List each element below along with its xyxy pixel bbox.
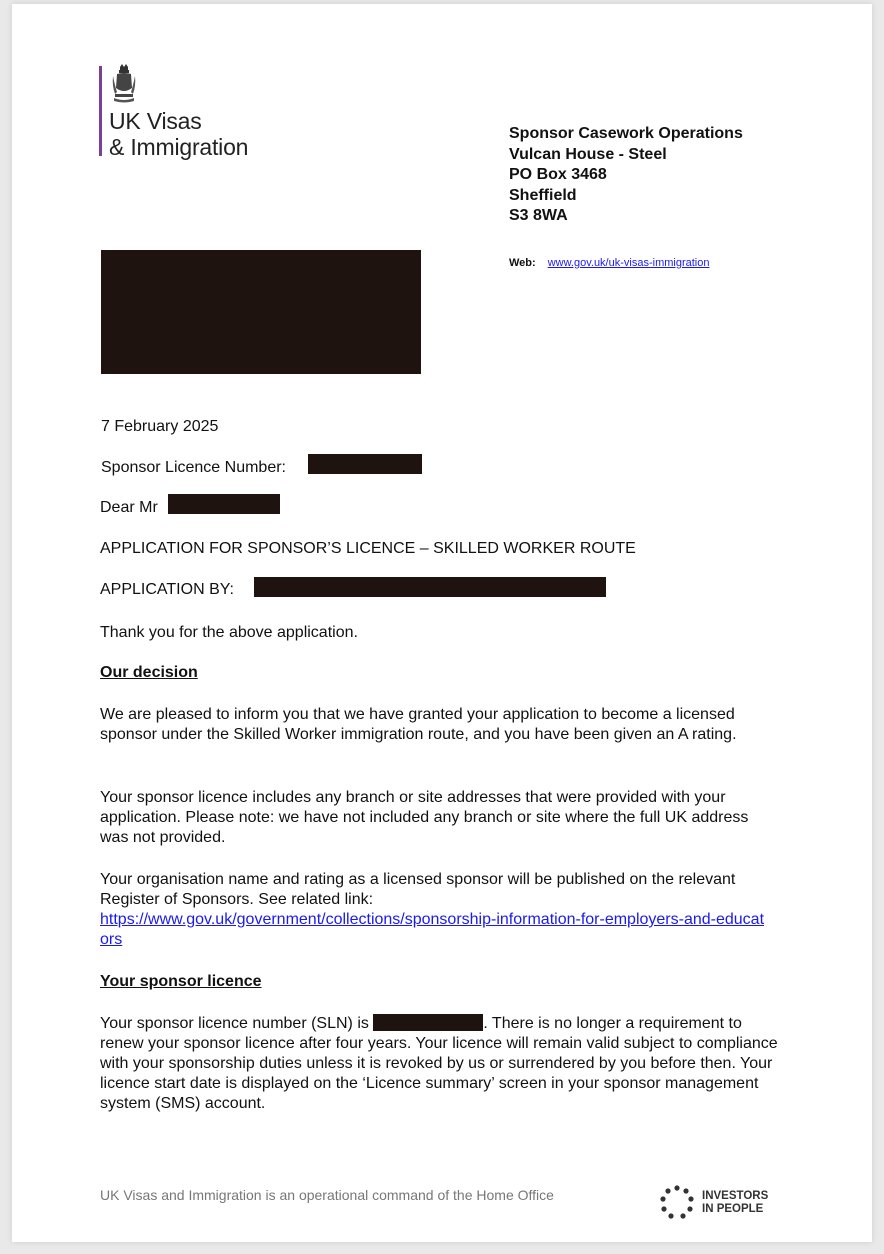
logo-line-1: UK Visas	[109, 108, 202, 134]
address-line-3: PO Box 3468	[509, 166, 607, 183]
logo-divider-bar	[99, 66, 102, 156]
licence-text-start: Your sponsor licence number (SLN) is	[100, 1015, 369, 1032]
application-by-label: APPLICATION BY:	[100, 581, 234, 598]
redacted-recipient-name	[168, 494, 280, 514]
decision-heading: Our decision	[100, 664, 198, 681]
letter-page	[12, 4, 872, 1242]
iip-line-1: INVESTORS	[702, 1190, 769, 1202]
logo-line-2: & Immigration	[109, 134, 249, 160]
register-text: Your organisation name and rating as a licensed sponsor will be published on the relevant Register of Sponsors. See related link:	[100, 871, 736, 908]
sln-label: Sponsor Licence Number:	[101, 459, 286, 476]
register-of-sponsors-link[interactable]: https://www.gov.uk/government/collections/sponsorship-information-for-employers-and-educators	[100, 911, 765, 948]
redacted-sln	[308, 454, 422, 474]
licence-heading: Your sponsor licence	[100, 973, 262, 990]
iip-line-2: IN PEOPLE	[702, 1203, 764, 1215]
thanks-line: Thank you for the above application.	[100, 624, 358, 641]
address-line-2: Vulcan House - Steel	[509, 145, 667, 163]
investors-in-people-icon	[657, 1184, 697, 1220]
uk-visas-immigration-logo	[109, 108, 248, 160]
web-reference	[509, 257, 709, 269]
address-line-1: Sponsor Casework Operations	[509, 125, 743, 142]
sender-address	[509, 124, 743, 227]
redacted-applicant-name	[254, 577, 606, 597]
web-link[interactable]: www.gov.uk/uk-visas-immigration	[547, 257, 710, 269]
investors-in-people-logo	[702, 1190, 768, 1216]
salutation: Dear Mr	[100, 499, 158, 516]
decision-paragraph-2: Your sponsor licence includes any branch or site addresses that were provided with your application. Please note: we have not included any branch or site where the full UK address was not provided.	[100, 789, 749, 846]
decision-paragraph-1: We are pleased to inform you that we have granted your application to become a licensed sponsor under the Skilled Worker immigration route, and you have been given an A rating.	[100, 706, 737, 743]
address-line-4: Sheffield	[509, 186, 577, 204]
licence-paragraph	[100, 1014, 780, 1114]
letter-subject: APPLICATION FOR SPONSOR’S LICENCE – SKILLED WORKER ROUTE	[100, 540, 636, 557]
footer-text: UK Visas and Immigration is an operational command of the Home Office	[100, 1187, 554, 1203]
address-line-5: S3 8WA	[509, 207, 568, 224]
royal-crest-icon	[111, 64, 137, 104]
letter-date: 7 February 2025	[101, 418, 219, 435]
redacted-sln-inline	[373, 1014, 483, 1031]
redacted-recipient-address	[101, 250, 421, 374]
licence-text-rest: . There is no longer a requirement to renew your sponsor licence after four years. Your licence will remain valid subject to compliance with your sponsorship duties unless it is revoked by us or surrendered by you before then. Your licence start date is displayed on the ‘Licence summary’ screen in your sponsor management system (SMS) account.	[100, 1015, 778, 1112]
web-label: Web:	[509, 257, 536, 269]
decision-paragraph-3	[100, 870, 765, 950]
